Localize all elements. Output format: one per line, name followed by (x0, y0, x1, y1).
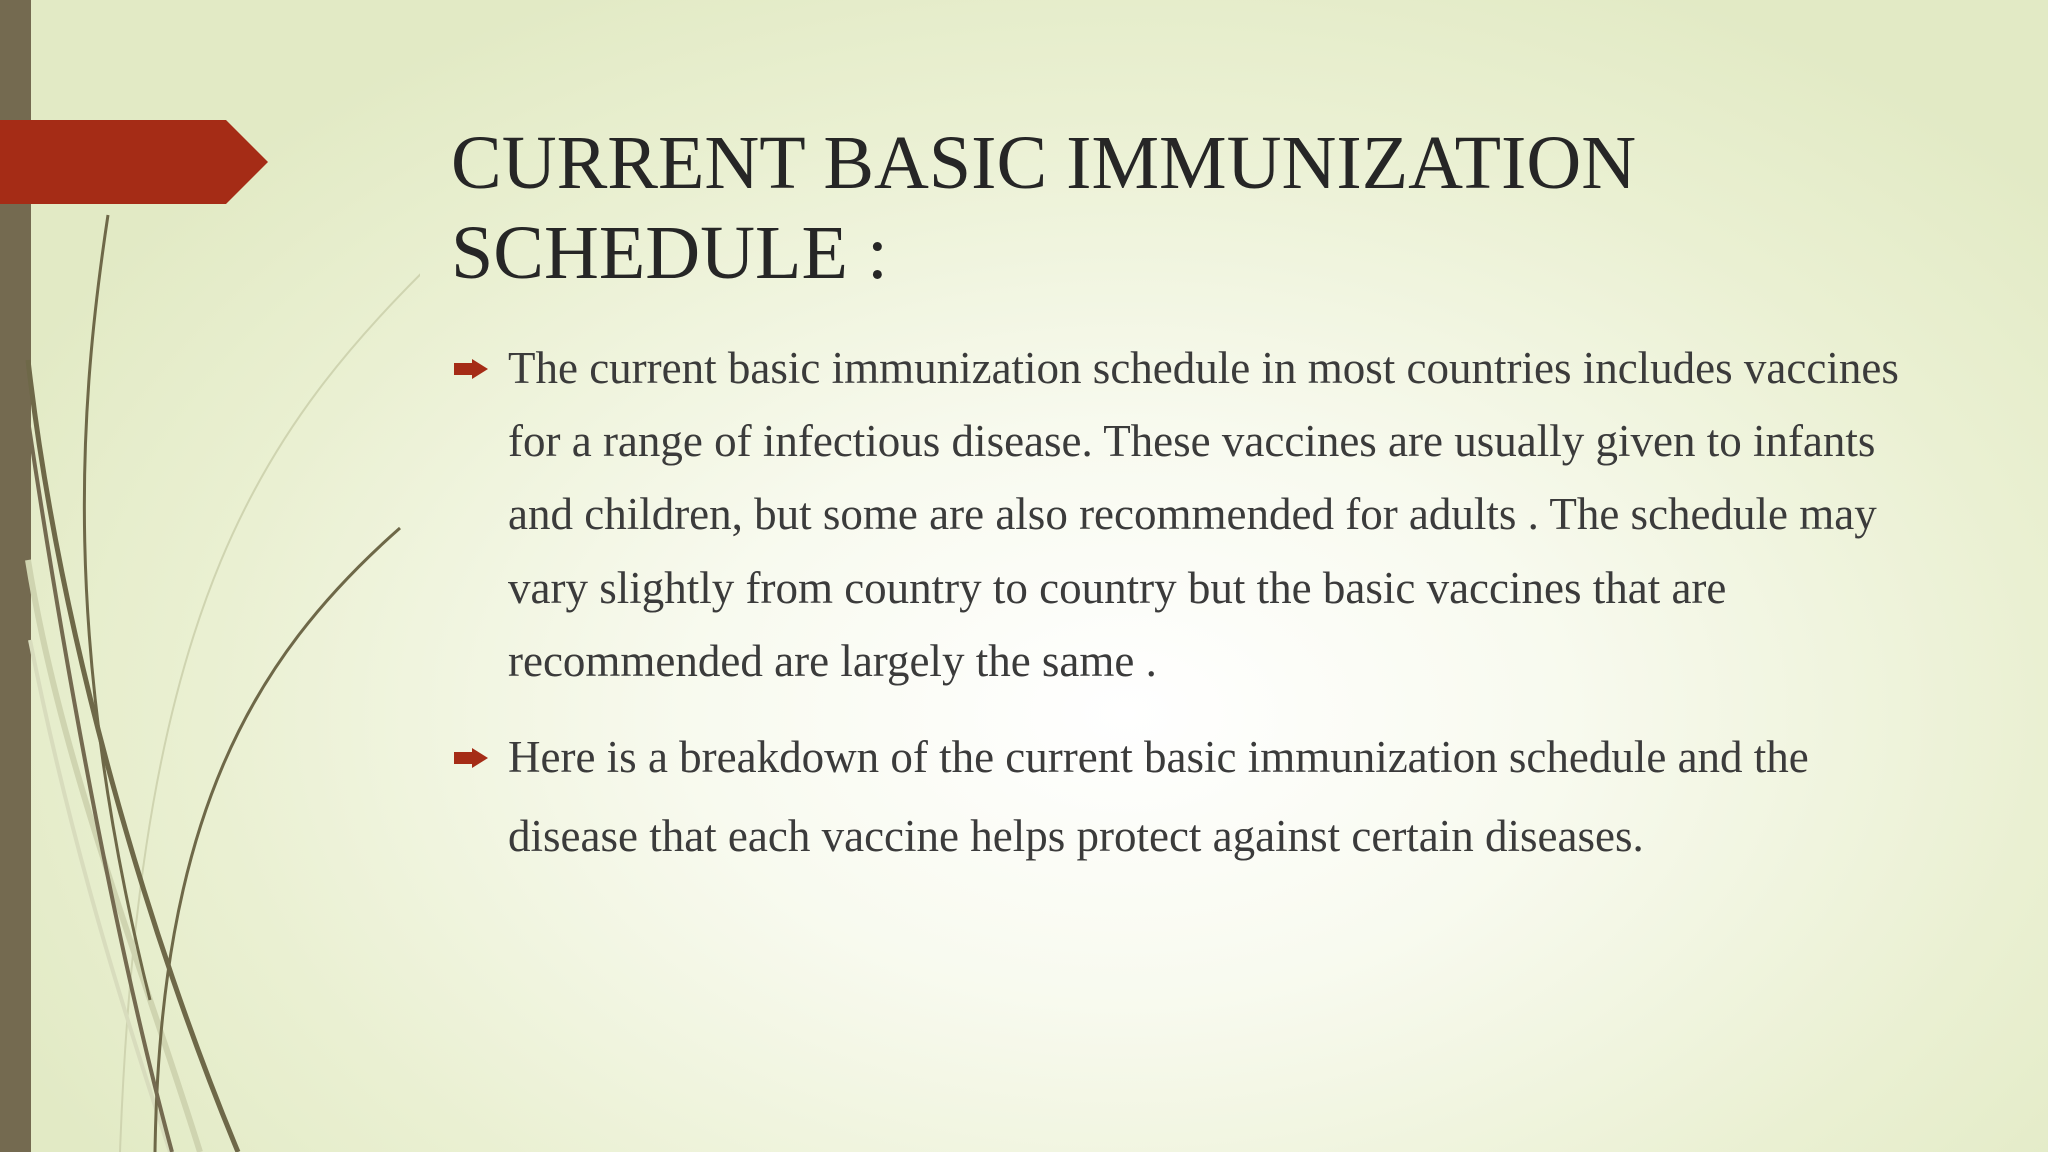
decorative-stems (0, 0, 420, 1152)
bullet-list (451, 332, 1931, 876)
light-stem-2 (28, 560, 200, 1152)
light-stem-1 (120, 250, 420, 1152)
dark-stem-4 (28, 420, 172, 1152)
arrow-banner-icon (0, 120, 268, 204)
right-arrow-bullet-icon (454, 359, 488, 379)
bullet-text: The current basic immunization schedule in most countries includes vaccines for a range of infectious disease. These vaccines are usually given to infants and children, but some are also recommended for adults . The schedule may vary slightly from country to country but the basic vaccines that are recommended are largely the same . (508, 343, 1899, 686)
bullet-text: Here is a breakdown of the current basic immunization schedule and the disease that each vaccine helps protect against certain diseases. (508, 732, 1809, 862)
light-stem-3 (30, 640, 170, 1152)
bullet-item (451, 718, 1931, 876)
slide-title: CURRENT BASIC IMMUNIZATION SCHEDULE : (451, 121, 1637, 295)
dark-stem-2 (155, 528, 400, 1152)
right-arrow-bullet-icon (454, 748, 488, 768)
bullet-item (451, 332, 1931, 698)
